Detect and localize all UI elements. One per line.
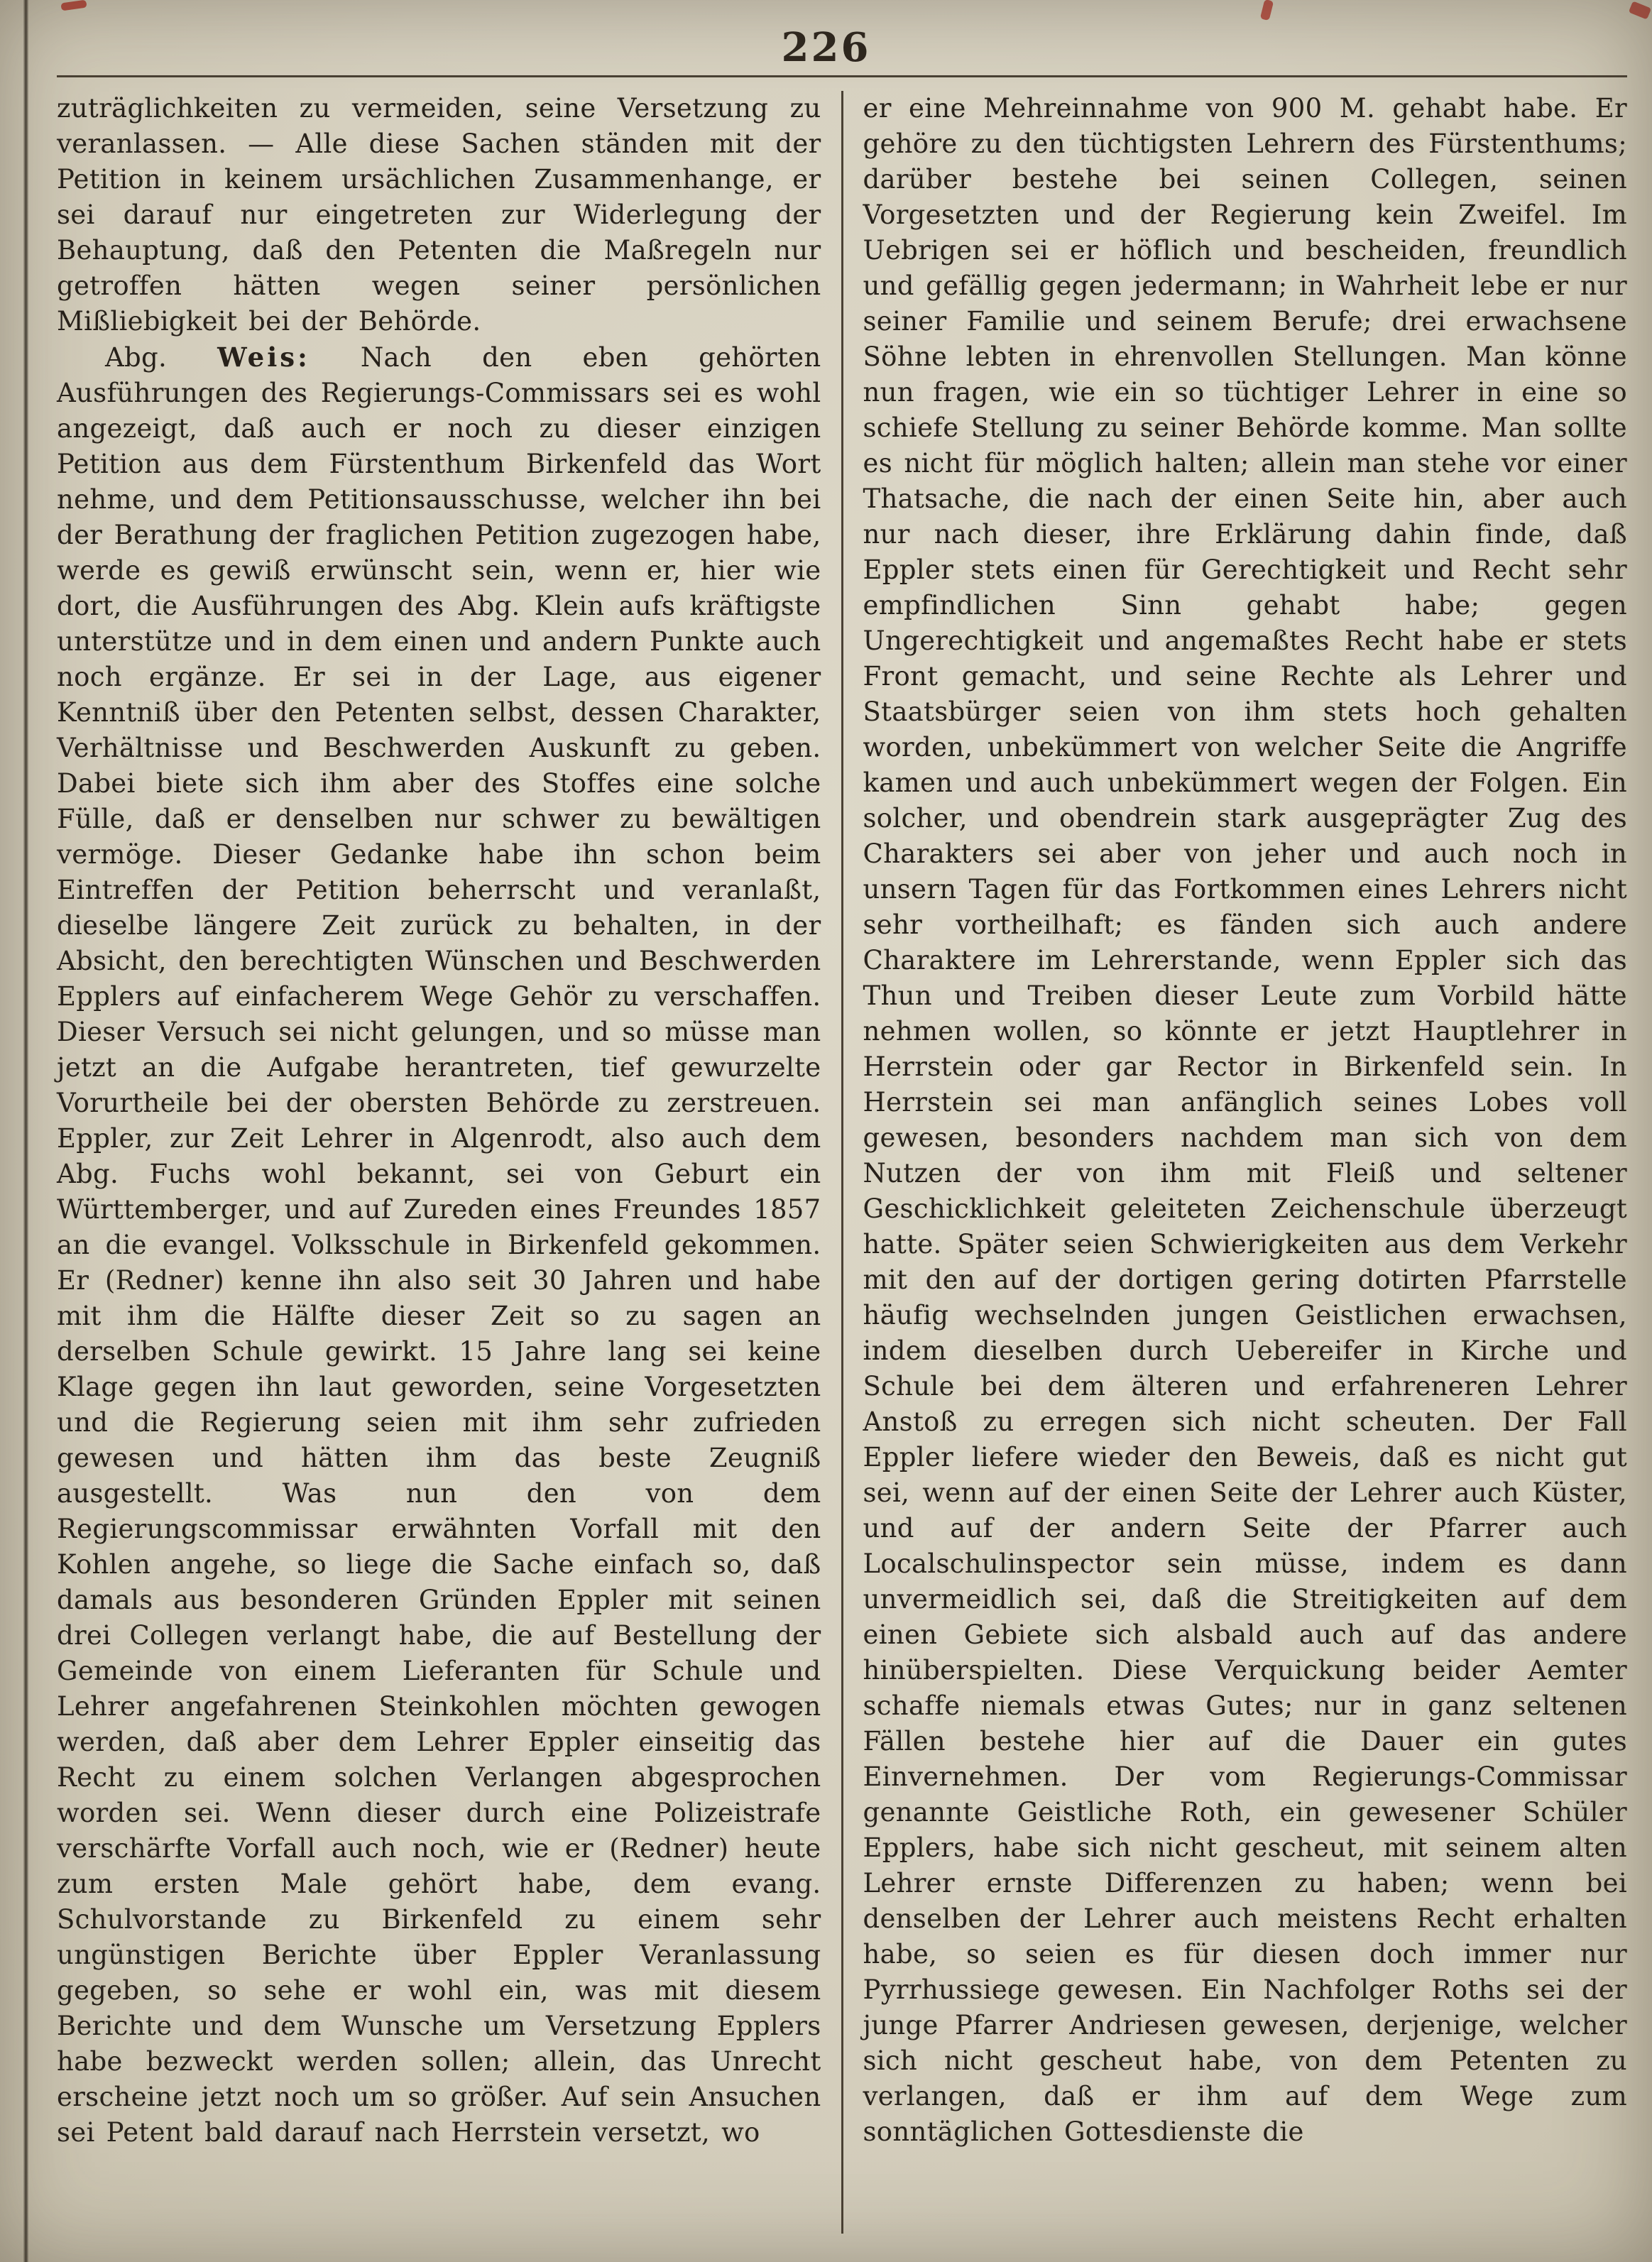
right-column bbox=[843, 91, 1628, 2234]
page-number: 226 bbox=[781, 24, 871, 71]
left-column bbox=[57, 91, 841, 2234]
text-columns bbox=[57, 91, 1627, 2234]
red-margin-mark bbox=[1629, 1, 1651, 19]
red-margin-mark bbox=[60, 0, 87, 11]
spine-shadow bbox=[23, 0, 28, 2262]
red-margin-mark bbox=[1260, 0, 1274, 21]
paragraph: Abg. Weis: Nach den eben gehörten Ausführungen des Regierungs-Commissars sei es wohl angezeigt, daß auch er noch zu dieser einzigen Petition aus dem Fürstenthum Birkenfeld das Wort nehme, und dem Petitionsausschusse, welcher ihn bei der Berathung der fraglichen Petition zugezogen habe, werde es gewiß erwünscht sein, wenn er, hier wie dort, die Ausführungen des Abg. Klein aufs kräftigste unterstütze und in dem einen und andern Punkte auch noch ergänze. Er sei in der Lage, aus eigener Kenntniß über den Petenten selbst, dessen Charakter, Verhältnisse und Beschwerden Auskunft zu geben. Dabei biete sich ihm aber des Stoffes eine solche Fülle, daß er denselben nur schwer zu bewältigen vermöge. Dieser Gedanke habe ihn schon beim Eintreffen der Petition beherrscht und veranlaßt, dieselbe längere Zeit zurück zu behalten, in der Absicht, den berechtigten Wünschen und Beschwerden Epplers auf einfacherem Wege Gehör zu verschaffen. Dieser Versuch sei nicht gelungen, und so müsse man jetzt an die Aufgabe herantreten, tief gewurzelte Vorurtheile bei der obersten Behörde zu zerstreuen. Eppler, zur Zeit Lehrer in Algenrodt, also auch dem Abg. Fuchs wohl bekannt, sei von Geburt ein Württemberger, und auf Zureden eines Freundes 1857 an die evangel. Volksschule in Birkenfeld gekommen. Er (Redner) kenne ihn also seit 30 Jahren und habe mit ihm die Hälfte dieser Zeit so zu sagen an derselben Schule gewirkt. 15 Jahre lang sei keine Klage gegen ihn laut geworden, seine Vorgesetzten und die Regierung seien mit ihm sehr zufrieden gewesen und hätten ihm das beste Zeugniß ausgestellt. Was nun den von dem Regierungscommissar erwähnten Vorfall mit den Kohlen angehe, so liege die Sache einfach so, daß damals aus besonderen Gründen Eppler mit seinen drei Collegen verlangt habe, die auf Bestellung der Gemeinde von einem Lieferanten für Schule und Lehrer angefahrenen Steinkohlen möchten gewogen werden, daß aber dem Lehrer Eppler einseitig das Recht zu einem solchen Verlangen abgesprochen worden sei. Wenn dieser durch eine Polizeistrafe verschärfte Vorfall auch noch, wie er (Redner) heute zum ersten Male gehört habe, dem evang. Schulvorstande zu Birkenfeld zu einem sehr ungünstigen Berichte über Eppler Veranlassung gegeben, so sehe er wohl ein, was mit diesem Berichte und dem Wunsche um Versetzung Epplers habe bezweckt werden sollen; allein, das Unrecht erscheine jetzt noch um so größer. Auf sein Ansuchen sei Petent bald darauf nach Herrstein versetzt, wo bbox=[57, 342, 821, 2148]
header-rule bbox=[57, 75, 1627, 77]
paragraph: zuträglichkeiten zu vermeiden, seine Versetzung zu veranlassen. — Alle diese Sachen ständen mit der Petition in keinem ursächlichen Zusammenhange, er sei darauf nur eingetreten zur Widerlegung der Behauptung, daß den Petenten die Maßregeln nur getroffen hätten wegen seiner persönlichen Mißliebigkeit bei der Behörde. bbox=[57, 93, 821, 337]
paragraph: er eine Mehreinnahme von 900 M. gehabt habe. Er gehöre zu den tüchtigsten Lehrern des Fürstenthums; darüber bestehe bei seinen Collegen, seinen Vorgesetzten und der Regierung kein Zweifel. Im Uebrigen sei er höflich und bescheiden, freundlich und gefällig gegen jedermann; in Wahrheit lebe er nur seiner Familie und seinem Berufe; drei erwachsene Söhne lebten in ehrenvollen Stellungen. Man könne nun fragen, wie ein so tüchtiger Lehrer in eine so schiefe Stellung zu seiner Behörde komme. Man sollte es nicht für möglich halten; allein man stehe vor einer Thatsache, die nach der einen Seite hin, aber auch nur nach dieser, ihre Erklärung dahin finde, daß Eppler stets einen für Gerechtigkeit und Recht sehr empfindlichen Sinn gehabt habe; gegen Ungerechtigkeit und angemaßtes Recht habe er stets Front gemacht, und seine Rechte als Lehrer und Staatsbürger seien von ihm stets hoch gehalten worden, unbekümmert von welcher Seite die Angriffe kamen und auch unbekümmert wegen der Folgen. Ein solcher, und obendrein stark ausgeprägter Zug des Charakters sei aber von jeher und auch noch in unsern Tagen für das Fortkommen eines Lehrers nicht sehr vortheilhaft; es fänden sich auch andere Charaktere im Lehrerstande, wenn Eppler sich das Thun und Treiben dieser Leute zum Vorbild hätte nehmen wollen, so könnte er jetzt Hauptlehrer in Herrstein oder gar Rector in Birkenfeld sein. In Herrstein sei man anfänglich seines Lobes voll gewesen, besonders nachdem man sich von dem Nutzen der von ihm mit Fleiß und seltener Geschicklichkeit geleiteten Zeichenschule überzeugt hatte. Später seien Schwierigkeiten aus dem Verkehr mit den auf der dortigen gering dotirten Pfarrstelle häufig wechselnden jungen Geistlichen erwachsen, indem dieselben durch Uebereifer in Kirche und Schule bei dem älteren und erfahreneren Lehrer Anstoß zu erregen sich nicht scheuten. Der Fall Eppler liefere wieder den Beweis, daß es nicht gut sei, wenn auf der einen Seite der Lehrer auch Küster, und auf der andern Seite der Pfarrer auch Localschulinspector sein müsse, indem es dann unvermeidlich sei, daß die Streitigkeiten auf dem einen Gebiete sich alsbald auch auf das andere hinüberspielten. Diese Verquickung beider Aemter schaffe niemals etwas Gutes; nur in ganz seltenen Fällen bestehe hier auf die Dauer ein gutes Einvernehmen. Der vom Regierungs-Commissar genannte Geistliche Roth, ein gewesener Schüler Epplers, habe sich nicht gescheut, mit seinem alten Lehrer ernste Differenzen zu haben; wenn bei denselben der Lehrer auch meistens Recht erhalten habe, so seien es für diesen doch immer nur Pyrrhussiege gewesen. Ein Nachfolger Roths sei der junge Pfarrer Andriesen gewesen, derjenige, welcher sich nicht gescheut habe, von dem Petenten zu verlangen, daß er ihm auf dem Wege zum sonntäglichen Gottesdienste die bbox=[863, 93, 1627, 2147]
speaker-name: Weis: bbox=[217, 342, 310, 373]
